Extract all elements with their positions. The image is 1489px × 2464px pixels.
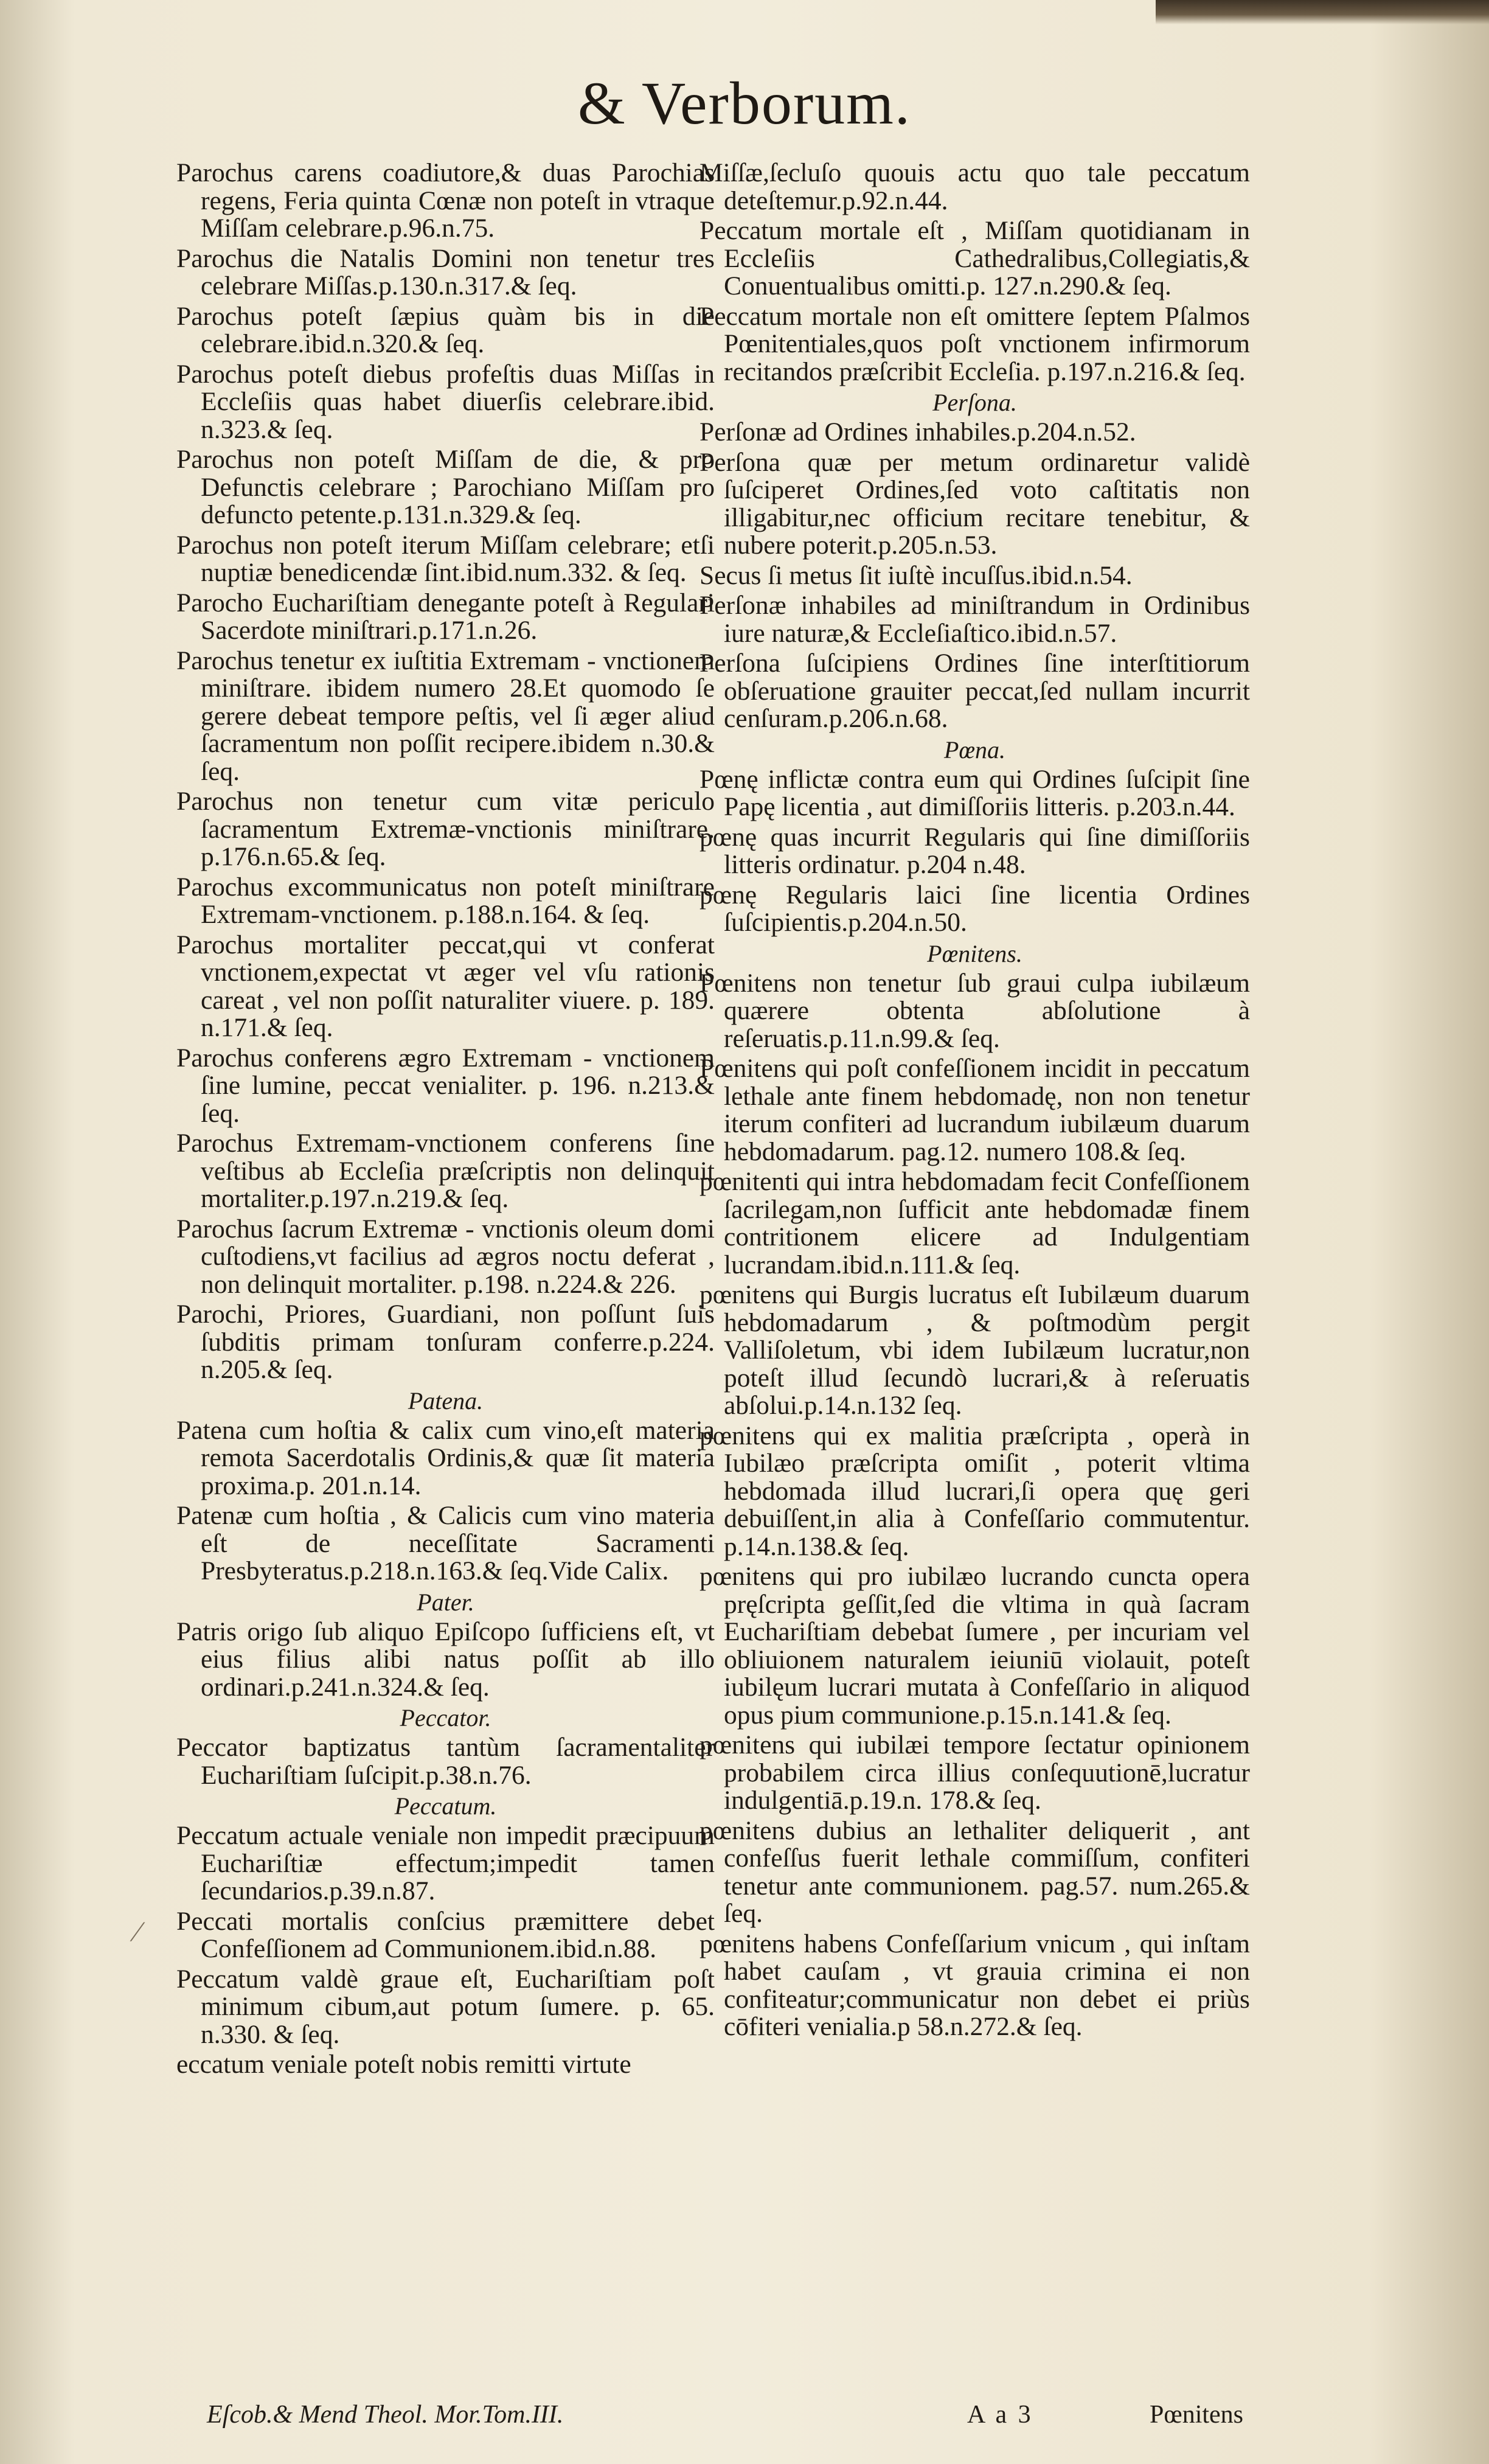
index-entry: Perſona quæ per metum ordinaretur validè ſuſciperet Ordines,ſed voto caſtitatis non illigabitur,nec officium recitare tenebitur, & nubere poterit.p.205.n.53. xyxy=(699,447,1250,560)
index-entry: Peccatum valdè graue eſt, Euchariſtiam poſt minimum cibum,aut potum ſumere. p. 65. n.330. & ſeq. xyxy=(176,1964,715,2049)
index-entry: Parochus tenetur ex iuſtitia Extremam - vnctionem miniſtrare. ibidem numero 28.Et quomodo ſe gerere debeat tempore peſtis, vel ſi æger aliud ſacramentum non poſſit recipere.ibidem n.30.& ſeq. xyxy=(176,646,715,786)
index-entry: Parochi, Priores, Guardiani, non poſſunt ſuis ſubditis primam tonſuram conferre.p.224. n.205.& ſeq. xyxy=(176,1300,715,1384)
index-entry: pœnitens habens Confeſſarium vnicum , qui inſtam habet cauſam , vt grauia crimina ei non confiteatur;communicatur non debet ei priùs cōfiteri venialia.p 58.n.272.& ſeq. xyxy=(699,1929,1250,2041)
signature-mark: A a 3 xyxy=(967,2401,1033,2429)
margin-annotation-mark: ⁄ xyxy=(135,1916,141,1948)
index-entry: pœnę quas incurrit Regularis qui ſine dimiſſoriis litteris ordinatur. p.204 n.48. xyxy=(699,822,1250,879)
index-entry: Secus ſi metus ſit iuſtè incuſſus.ibid.n.54. xyxy=(699,560,1133,590)
index-entry: Parochus non tenetur cum vitæ periculo ſacramentum Extremæ-vnctionis miniſtrare. p.176.n.65.& ſeq. xyxy=(176,787,715,871)
index-entry: Parochus poteſt diebus profeſtis duas Miſſas in Eccleſiis quas habet diuerſis celebrare.ibid. n.323.& ſeq. xyxy=(176,359,715,444)
index-entry: Peccatum actuale veniale non impedit præcipuum Euchariſtiæ effectum;impedit tamen ſecundarios.p.39.n.87. xyxy=(176,1821,715,1905)
index-entry: pœnitens qui pro iubilæo lucrando cuncta opera pręſcripta geſſit,ſed die vltima in quà ſacram Euchariſtiam debebat ſumere , per incuriam vel obliuionem naturalem ieiuniū violauit, poteſt iubilęum lucrari mutata à Confeſſario in aliquod opus pium communione.p.15.n.141.& ſeq. xyxy=(699,1562,1250,1730)
section-heading: Peccatum. xyxy=(394,1792,497,1820)
index-entry: Peccatum mortale eſt , Miſſam quotidianam in Eccleſiis Cathedralibus,Collegiatis,& Conuentualibus omitti.p. 127.n.290.& ſeq. xyxy=(699,216,1250,301)
index-entry: Perſonæ ad Ordines inhabiles.p.204.n.52. xyxy=(699,417,1136,447)
index-entry: Parochus poteſt ſæpius quàm bis in die celebrare.ibid.n.320.& ſeq. xyxy=(176,301,715,358)
index-entry: Patena cum hoſtia & calix cum vino,eſt materia remota Sacerdotalis Ordinis,& quæ ſit materia proxima.p. 201.n.14. xyxy=(176,1415,715,1500)
index-entry: Parochus ſacrum Extremæ - vnctionis oleum domi cuſtodiens,vt facilius ad ægros noctu deferat , non delinquit mortaliter. p.198. n.224.& 226. xyxy=(176,1214,715,1299)
index-entry: Parochus excommunicatus non poteſt miniſtrare Extremam-vnctionem. p.188.n.164. & ſeq. xyxy=(176,872,715,929)
section-heading: Pœnitens. xyxy=(927,939,1022,967)
index-entry: Parochus conferens ægro Extremam - vnctionem ſine lumine, peccat venialiter. p. 196. n.213.& ſeq. xyxy=(176,1043,715,1128)
index-entry: Parochus Extremam-vnctionem conferens ſine veſtibus ab Eccleſia præſcriptis non delinquit mortaliter.p.197.n.219.& ſeq. xyxy=(176,1129,715,1213)
index-entry: Pœnę inflictæ contra eum qui Ordines ſuſcipit ſine Papę licentia , aut dimiſſoriis litteris. p.203.n.44. xyxy=(699,764,1250,821)
index-entry: pœnitens qui ex malitia præſcripta , operà in Iubilæo præſcripta omiſit , poterit vltima hebdomada illud lucrari,ſi opera quę geri debuiſſent,in alia à Confeſſario commutentur. p.14.n.138.& ſeq. xyxy=(699,1421,1250,1561)
index-entry: pœnę Regularis laici ſine licentia Ordines ſuſcipientis.p.204.n.50. xyxy=(699,880,1250,937)
index-entry: Parocho Euchariſtiam denegante poteſt à Regulari Sacerdote miniſtrari.p.171.n.26. xyxy=(176,588,715,645)
binding-edge xyxy=(1156,0,1489,24)
left-column xyxy=(176,159,715,2081)
section-heading: Pœna. xyxy=(943,736,1006,764)
index-entry: pœnitens dubius an lethaliter deliquerit , ant confeſſus fuerit lethale commiſſum, confiteri tenetur ante communionem. pag.57. num.265.& ſeq. xyxy=(699,1815,1250,1928)
index-entry: pœnitens qui Burgis lucratus eſt Iubilæum duarum hebdomadarum , & poſtmodùm pergit Valliſoletum, vbi idem Iubilæum lucratur,non poteſt illud ſecundò lucrari,& à reſeruatis abſolui.p.14.n.132 ſeq. xyxy=(699,1280,1250,1420)
index-entry: Parochus mortaliter peccat,qui vt conferat vnctionem,expectat vt æger vel vſu rationis careat , vel non poſſit naturaliter viuere. p. 189. n.171.& ſeq. xyxy=(176,930,715,1042)
right-column xyxy=(699,159,1250,2044)
index-entry: Perſonæ inhabiles ad miniſtrandum in Ordinibus iure naturæ,& Eccleſiaſtico.ibid.n.57. xyxy=(699,591,1250,648)
index-entry: Parochus die Natalis Domini non tenetur tres celebrare Miſſas.p.130.n.317.& ſeq. xyxy=(176,243,715,301)
footer-title: Eſcob.& Mend Theol. Mor.Tom.III. xyxy=(207,2401,564,2429)
section-heading: Pater. xyxy=(417,1588,474,1616)
catchword: Pœnitens xyxy=(1150,2401,1244,2429)
section-heading: Patena. xyxy=(408,1387,484,1415)
index-entry: Pœnitens qui poſt confeſſionem incidit in peccatum lethale ante finem hebdomadę, non non tenetur iterum confiteri ad lucrandum iubilæum duarum hebdomadarum. pag.12. numero 108.& ſeq. xyxy=(699,1054,1250,1166)
index-entry: Pœnitens non tenetur ſub graui culpa iubilæum quærere obtenta abſolutione à reſeruatis.p.11.n.99.& ſeq. xyxy=(699,968,1250,1053)
index-entry: Patris origo ſub aliquo Epiſcopo ſufficiens eſt, vt eius filius alibi natus poſſit ab illo ordinari.p.241.n.324.& ſeq. xyxy=(176,1617,715,1702)
section-heading: Peccator. xyxy=(400,1704,491,1731)
index-entry: Peccatum mortale non eſt omittere ſeptem Pſalmos Pœnitentiales,quos poſt vnctionem infirmorum recitandos præſcribit Eccleſia. p.197.n.216.& ſeq. xyxy=(699,301,1250,386)
index-entry: Perſona ſuſcipiens Ordines ſine interſtitiorum obſeruatione grauiter peccat,ſed nullam incurrit cenſuram.p.206.n.68. xyxy=(699,649,1250,733)
index-entry: pœnitenti qui intra hebdomadam fecit Confeſſionem ſacrilegam,non ſufficit ante hebdomadæ finem contritionem elicere ad Indulgentiam lucrandam.ibid.n.111.& ſeq. xyxy=(699,1167,1250,1279)
index-entry: pœnitens qui iubilæi tempore ſectatur opinionem probabilem circa illius conſequutionē,lucratur indulgentiā.p.19.n. 178.& ſeq. xyxy=(699,1730,1250,1815)
index-entry: Parochus non poteſt Miſſam de die, & pro Defunctis celebrare ; Parochiano Miſſam pro defuncto petente.p.131.n.329.& ſeq. xyxy=(176,445,715,529)
running-head: & Verborum. xyxy=(578,69,911,137)
index-entry: eccatum veniale poteſt nobis remitti virtute xyxy=(176,2050,631,2079)
index-entry: Peccati mortalis conſcius præmittere debet Confeſſionem ad Communionem.ibid.n.88. xyxy=(176,1906,715,1963)
index-entry: Parochus carens coadiutore,& duas Parochias regens, Feria quinta Cœnæ non poteſt in vtraque Miſſam celebrare.p.96.n.75. xyxy=(176,158,715,243)
index-entry: Patenæ cum hoſtia , & Calicis cum vino materia eſt de neceſſitate Sacramenti Presbyteratus.p.218.n.163.& ſeq.Vide Calix. xyxy=(176,1501,715,1585)
index-entry: Peccator baptizatus tantùm ſacramentaliter Euchariſtiam ſuſcipit.p.38.n.76. xyxy=(176,1733,715,1790)
index-entry: Miſſæ,ſecluſo quouis actu quo tale peccatum deteſtemur.p.92.n.44. xyxy=(699,158,1250,215)
section-heading: Perſona. xyxy=(932,389,1017,416)
index-entry: Parochus non poteſt iterum Miſſam celebrare; etſi nuptiæ benedicendæ ſint.ibid.num.332. & ſeq. xyxy=(176,530,715,587)
